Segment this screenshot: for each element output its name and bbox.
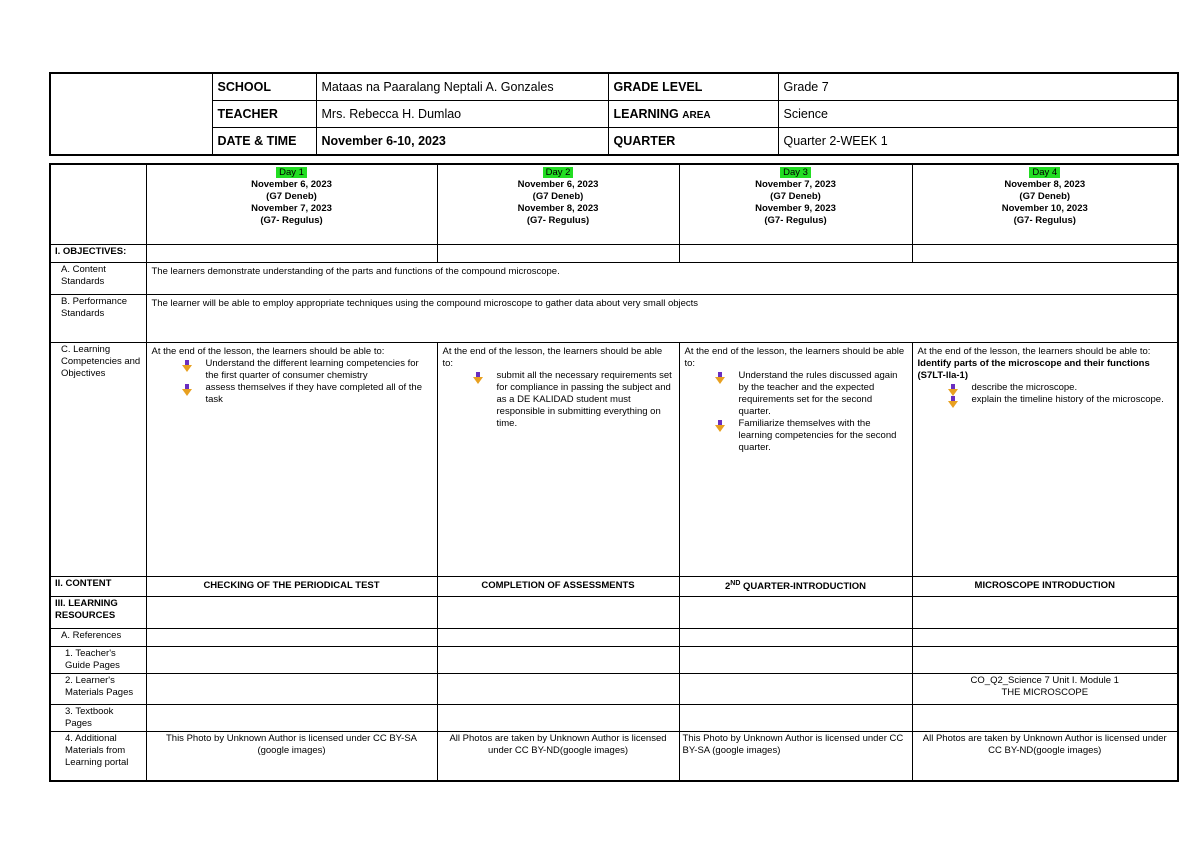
learning-area-value: Science — [778, 101, 1178, 128]
date-label: DATE & TIME — [212, 128, 316, 156]
day-tag: Day 3 — [780, 167, 811, 178]
teacher-value: Mrs. Rebecca H. Dumlao — [316, 101, 608, 128]
objective-item: Understand the rules discussed again by the teacher and the expected requirements set for the second quarter. — [685, 370, 907, 418]
corner-cell — [50, 164, 146, 244]
performance-standards-label: B. Performance Standards — [50, 294, 146, 342]
objectives-day-1: At the end of the lesson, the learners should be able to: Understand the different learning competencies for the first quarter of consumer chemistry assess themselves if they have completed all of the task — [146, 342, 437, 576]
objectives-label: I. OBJECTIVES: — [50, 244, 146, 262]
content-day-1: CHECKING OF THE PERIODICAL TEST — [146, 576, 437, 596]
arrow-down-bullet-icon — [473, 372, 483, 384]
day-header-4: Day 4 November 8, 2023 (G7 Deneb) November 10, 2023 (G7- Regulus) — [912, 164, 1178, 244]
learner-materials-label: 2. Learner's Materials Pages — [50, 673, 146, 704]
content-standards-label: A. Content Standards — [50, 262, 146, 294]
arrow-down-bullet-icon — [715, 372, 725, 384]
performance-standards-text: The learner will be able to employ appropriate techniques using the compound microscope to gather data about very small objects — [146, 294, 1178, 342]
objectives-day-4: At the end of the lesson, the learners should be able to: Identify parts of the microscope and their functions (S7LT-lla-1) describe the microscope. explain the timeline history of the microscope. — [912, 342, 1178, 576]
content-standards-text: The learners demonstrate understanding of the parts and functions of the compound microscope. — [146, 262, 1178, 294]
additional-materials-label: 4. Additional Materials from Learning portal — [50, 731, 146, 781]
objective-item: Familiarize themselves with the learning competencies for the second quarter. — [685, 418, 907, 454]
textbook-label: 3. Textbook Pages — [50, 704, 146, 731]
lesson-plan-table — [49, 163, 1179, 782]
objective-bold-heading: Identify parts of the microscope and their functions (S7LT-lla-1) — [917, 357, 1150, 381]
day-header-1: Day 1 November 6, 2023 (G7 Deneb) November 7, 2023 (G7- Regulus) — [146, 164, 437, 244]
objectives-day-2: At the end of the lesson, the learners should be able to: submit all the necessary requirements set for compliance in passing the subject and as a DE KALIDAD student must responsible in submitting everything on time. — [437, 342, 679, 576]
learning-area-label: LEARNING AREA — [608, 101, 778, 128]
day-tag: Day 2 — [543, 167, 574, 178]
quarter-value: Quarter 2-WEEK 1 — [778, 128, 1178, 156]
content-day-3: 2ND QUARTER-INTRODUCTION — [679, 576, 912, 596]
objective-item: explain the timeline history of the microscope. — [918, 394, 1173, 406]
day-tag: Day 1 — [276, 167, 307, 178]
teacher-label: TEACHER — [212, 101, 316, 128]
resources-label: III. LEARNING RESOURCES — [50, 596, 146, 628]
day-header-2: Day 2 November 6, 2023 (G7 Deneb) November 8, 2023 (G7- Regulus) — [437, 164, 679, 244]
objectives-day-3: At the end of the lesson, the learners should be able to: Understand the rules discussed again by the teacher and the expected requirements set for the second quarter. Familiarize themselves with the learning competencies for the second quarter. — [679, 342, 912, 576]
arrow-down-bullet-icon — [182, 384, 192, 396]
header-table — [49, 72, 1179, 156]
learner-materials-day-4: CO_Q2_Science 7 Unit I. Module 1 THE MICROSCOPE — [912, 673, 1178, 704]
grade-label: GRADE LEVEL — [608, 73, 778, 101]
additional-day-1: This Photo by Unknown Author is licensed under CC BY-SA (google images) — [146, 731, 437, 781]
arrow-down-bullet-icon — [715, 420, 725, 432]
objective-item: describe the microscope. — [918, 382, 1173, 394]
competencies-label: C. Learning Competencies and Objectives — [50, 342, 146, 576]
date-value: November 6-10, 2023 — [316, 128, 608, 156]
teacher-guide-label: 1. Teacher's Guide Pages — [50, 646, 146, 673]
arrow-down-bullet-icon — [948, 396, 958, 408]
additional-day-3: This Photo by Unknown Author is licensed under CC BY-SA (google images) — [679, 731, 912, 781]
day-tag: Day 4 — [1029, 167, 1060, 178]
logo-placeholder — [50, 73, 212, 155]
content-label: II. CONTENT — [50, 576, 146, 596]
school-value: Mataas na Paaralang Neptali A. Gonzales — [316, 73, 608, 101]
objective-item: submit all the necessary requirements set for compliance in passing the subject and as a DE KALIDAD student must responsible in submitting everything on time. — [443, 370, 674, 430]
quarter-label: QUARTER — [608, 128, 778, 156]
additional-day-2: All Photos are taken by Unknown Author is licensed under CC BY-ND(google images) — [437, 731, 679, 781]
school-label: SCHOOL — [212, 73, 316, 101]
objective-item: assess themselves if they have completed all of the task — [152, 382, 432, 406]
additional-day-4: All Photos are taken by Unknown Author is licensed under CC BY-ND(google images) — [912, 731, 1178, 781]
day-header-3: Day 3 November 7, 2023 (G7 Deneb) November 9, 2023 (G7- Regulus) — [679, 164, 912, 244]
objective-item: Understand the different learning competencies for the first quarter of consumer chemistry — [152, 358, 432, 382]
references-label: A. References — [50, 628, 146, 646]
content-day-4: MICROSCOPE INTRODUCTION — [912, 576, 1178, 596]
content-day-2: COMPLETION OF ASSESSMENTS — [437, 576, 679, 596]
arrow-down-bullet-icon — [182, 360, 192, 372]
grade-value: Grade 7 — [778, 73, 1178, 101]
